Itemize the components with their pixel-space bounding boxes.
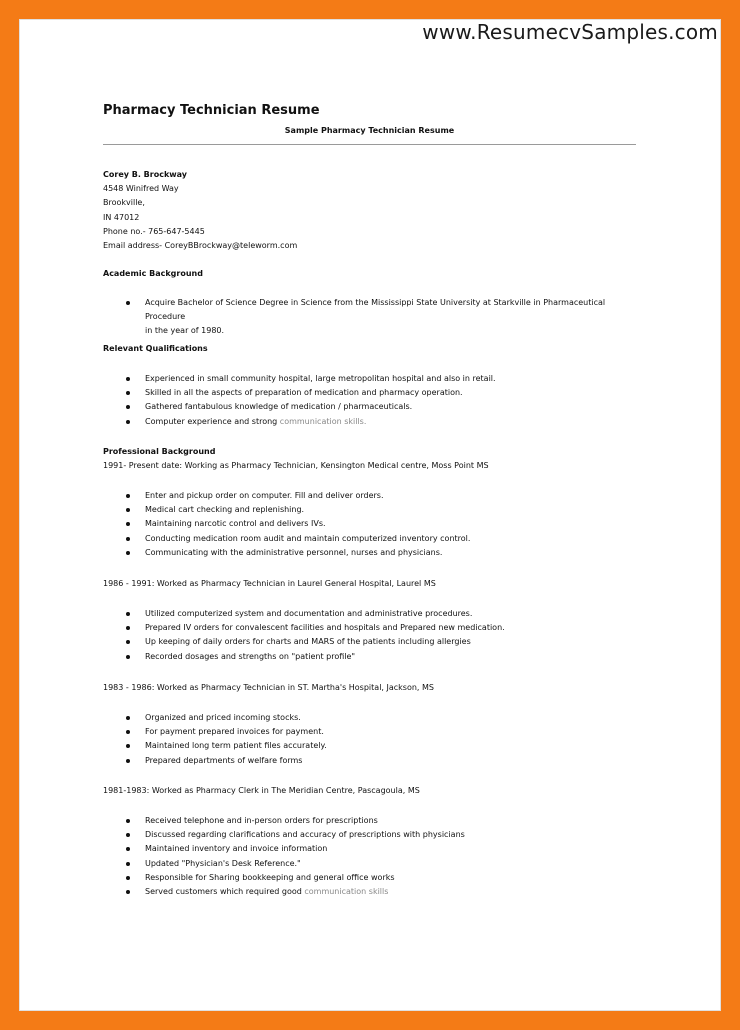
list-item: Medical cart checking and replenishing. (103, 503, 643, 517)
list-item: Maintaining narcotic control and delivers IVs. (103, 517, 643, 531)
list-item: Discussed regarding clarifications and accuracy of prescriptions with physicians (103, 828, 643, 842)
academic-line-1: Acquire Bachelor of Science Degree in Science from the Mississippi State University at Starkville in Pharmaceutical Procedure (145, 298, 606, 322)
list-item (103, 415, 643, 429)
list-item: Skilled in all the aspects of preparation of medication and pharmacy operation. (103, 386, 643, 400)
job3-title: 1983 - 1986: Worked as Pharmacy Technician in ST. Martha's Hospital, Jackson, MS (103, 683, 434, 692)
list-item: Utilized computerized system and documentation and administrative procedures. (103, 607, 643, 621)
qualifications-list (103, 372, 643, 429)
list-item: Maintained inventory and invoice information (103, 842, 643, 856)
contact-address: 4548 Winifred Way (103, 184, 179, 194)
list-item: For payment prepared invoices for payment. (103, 725, 643, 739)
job1-list (103, 489, 643, 560)
list-item (103, 296, 643, 339)
communication-skills-link[interactable]: communication skills (304, 887, 389, 897)
list-item-text: Computer experience and strong (145, 416, 280, 426)
job3-list (103, 711, 643, 768)
list-item: Prepared departments of welfare forms (103, 754, 643, 768)
contact-city: Brookville, (103, 198, 145, 208)
contact-state: IN 47012 (103, 212, 140, 222)
academic-heading: Academic Background (103, 269, 203, 278)
academic-list (103, 296, 643, 339)
document-title: Pharmacy Technician Resume (103, 103, 320, 118)
list-item: Organized and priced incoming stocks. (103, 711, 643, 725)
job2-list (103, 607, 643, 664)
professional-heading: Professional Background (103, 447, 216, 456)
contact-block (103, 168, 643, 253)
job2-title: 1986 - 1991: Worked as Pharmacy Technician in Laurel General Hospital, Laurel MS (103, 579, 436, 588)
list-item (103, 885, 643, 899)
list-item: Recorded dosages and strengths on "patient profile" (103, 650, 643, 664)
contact-name: Corey B. Brockway (103, 170, 188, 179)
list-item: Communicating with the administrative personnel, nurses and physicians. (103, 546, 643, 560)
document-subtitle: Sample Pharmacy Technician Resume (284, 126, 455, 135)
list-item: Gathered fantabulous knowledge of medication / pharmaceuticals. (103, 400, 643, 414)
job4-list (103, 814, 643, 899)
list-item: Maintained long term patient files accurately. (103, 739, 643, 753)
list-item: Prepared IV orders for convalescent facilities and hospitals and Prepared new medication. (103, 621, 643, 635)
contact-phone: Phone no.- 765-647-5445 (103, 226, 205, 236)
list-item: Enter and pickup order on computer. Fill and deliver orders. (103, 489, 643, 503)
job4-title: 1981-1983: Worked as Pharmacy Clerk in The Meridian Centre, Pascagoula, MS (103, 786, 420, 795)
divider-line (103, 144, 636, 145)
communication-skills-link[interactable]: communication skills. (279, 416, 367, 426)
list-item: Experienced in small community hospital, large metropolitan hospital and also in retail. (103, 372, 643, 386)
list-item: Updated "Physician's Desk Reference." (103, 857, 643, 871)
academic-line-2: in the year of 1980. (145, 326, 225, 336)
list-item: Conducting medication room audit and maintain computerized inventory control. (103, 532, 643, 546)
watermark-url: www.ResumecvSamples.com (422, 20, 718, 44)
list-item-text: Served customers which required good (145, 887, 305, 897)
contact-email: Email address- CoreyBBrockway@teleworm.com (103, 241, 298, 251)
list-item: Responsible for Sharing bookkeeping and general office works (103, 871, 643, 885)
list-item: Received telephone and in-person orders for prescriptions (103, 814, 643, 828)
qualifications-heading: Relevant Qualifications (103, 344, 208, 353)
list-item: Up keeping of daily orders for charts and MARS of the patients including allergies (103, 635, 643, 649)
job1-title: 1991- Present date: Working as Pharmacy Technician, Kensington Medical centre, Moss Point MS (103, 461, 489, 470)
